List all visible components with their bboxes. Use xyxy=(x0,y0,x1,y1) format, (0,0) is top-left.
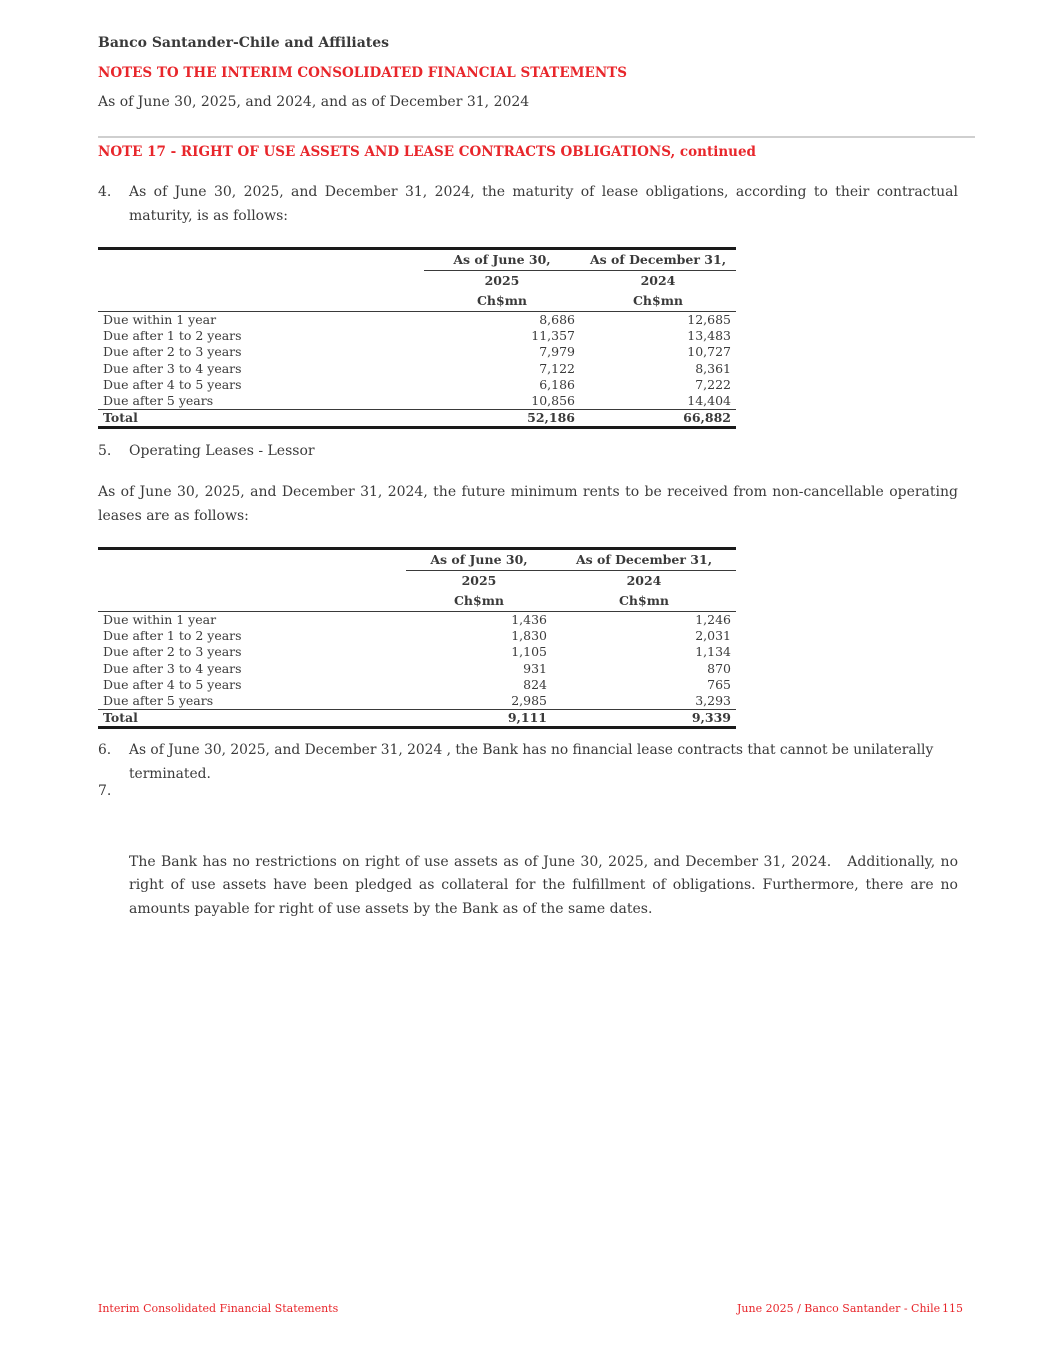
table-row xyxy=(98,661,736,677)
notes-title: NOTES TO THE INTERIM CONSOLIDATED FINANCIAL STATEMENTS xyxy=(98,65,627,81)
total-label: Total xyxy=(98,410,424,428)
total-value: 52,186 xyxy=(424,410,580,428)
row-value: 7,979 xyxy=(539,344,575,360)
row-value: 14,404 xyxy=(687,393,731,409)
row-value: 2,985 xyxy=(511,693,547,709)
lessor-rents-table xyxy=(98,547,736,729)
row-value: 1,134 xyxy=(695,644,731,660)
table-total-row xyxy=(98,710,736,728)
col-unit: Ch$mn xyxy=(424,291,580,312)
row-value: 1,436 xyxy=(511,612,547,628)
row-value: 12,685 xyxy=(687,312,731,328)
total-value: 9,339 xyxy=(552,710,736,728)
row-value: 2,031 xyxy=(695,628,731,644)
item-7-number: 7. xyxy=(98,783,112,799)
row-value: 7,222 xyxy=(695,376,731,392)
item-6-paragraph xyxy=(98,739,968,786)
item-5-paragraph xyxy=(98,440,958,464)
row-label: Due after 1 to 2 years xyxy=(103,628,242,644)
footer-left: Interim Consolidated Financial Statements xyxy=(98,1302,339,1315)
row-value: 10,856 xyxy=(531,393,575,409)
col-header-june: As of June 30, xyxy=(406,550,552,571)
row-value: 1,105 xyxy=(511,644,547,660)
item-4-number: 4. xyxy=(98,184,112,200)
total-value: 66,882 xyxy=(580,410,736,428)
row-value: 8,361 xyxy=(695,360,731,376)
item-5-number: 5. xyxy=(98,443,112,459)
col-header-december: As of December 31, xyxy=(552,550,736,571)
row-value: 11,357 xyxy=(531,328,575,344)
row-value: 3,293 xyxy=(695,693,731,709)
row-value: 6,186 xyxy=(539,376,575,392)
row-value: 7,122 xyxy=(539,360,575,376)
table-row xyxy=(98,377,736,393)
item-6-number: 6. xyxy=(98,742,112,758)
table-total-row xyxy=(98,410,736,428)
row-value: 1,830 xyxy=(511,628,547,644)
row-label: Due after 2 to 3 years xyxy=(103,344,242,360)
item-7-text: The Bank has no restrictions on right of use assets as of June 30, 2025, and December 31, 2024. Additionally, no right of use assets have been pledged as collateral for the fulfillment of obligations. Furthermore, there are no amounts payable for right of use assets by the Bank as of the same dates. xyxy=(129,853,963,917)
note-heading: NOTE 17 - RIGHT OF USE ASSETS AND LEASE CONTRACTS OBLIGATIONS, continued xyxy=(98,144,756,160)
table-row xyxy=(98,328,736,344)
lessor-paragraph: As of June 30, 2025, and December 31, 2024, the future minimum rents to be received from non-cancellable operating leases are as follows: xyxy=(98,484,958,524)
period-subtitle: As of June 30, 2025, and 2024, and as of December 31, 2024 xyxy=(98,94,530,110)
table-row xyxy=(98,344,736,360)
item-4-paragraph xyxy=(98,181,958,228)
table-row xyxy=(98,693,736,710)
total-label: Total xyxy=(98,710,406,728)
col-unit: Ch$mn xyxy=(580,291,736,312)
row-label: Due within 1 year xyxy=(103,612,217,628)
col-header-december: As of December 31, xyxy=(580,250,736,271)
row-value: 931 xyxy=(523,660,547,676)
col-year-2024: 2024 xyxy=(640,273,676,288)
row-label: Due after 3 to 4 years xyxy=(103,660,242,676)
company-name: Banco Santander-Chile and Affiliates xyxy=(98,35,390,51)
col-unit: Ch$mn xyxy=(552,591,736,612)
row-label: Due after 2 to 3 years xyxy=(103,644,242,660)
table-row xyxy=(98,393,736,410)
page-number: 115 xyxy=(942,1302,963,1315)
row-value: 870 xyxy=(707,660,731,676)
item-6-text: As of June 30, 2025, and December 31, 2024 , the Bank has no financial lease contracts that cannot be unilaterally terminated. xyxy=(129,742,934,782)
row-value: 824 xyxy=(523,676,547,692)
row-label: Due after 4 to 5 years xyxy=(103,676,242,692)
row-value: 8,686 xyxy=(539,312,575,328)
row-label: Due after 5 years xyxy=(103,693,214,709)
col-year-2024: 2024 xyxy=(626,573,662,588)
col-unit: Ch$mn xyxy=(406,591,552,612)
item-5-text: Operating Leases - Lessor xyxy=(129,443,315,459)
footer-right: June 2025 / Banco Santander - Chile xyxy=(737,1302,941,1315)
table-row xyxy=(98,612,736,629)
table-row xyxy=(98,361,736,377)
col-header-june: As of June 30, xyxy=(424,250,580,271)
table-row xyxy=(98,312,736,329)
table-row xyxy=(98,677,736,693)
row-value: 1,246 xyxy=(695,612,731,628)
row-label: Due after 1 to 2 years xyxy=(103,328,242,344)
total-value: 9,111 xyxy=(406,710,552,728)
row-label: Due after 5 years xyxy=(103,393,214,409)
item-7-paragraph xyxy=(98,780,963,945)
row-label: Due after 4 to 5 years xyxy=(103,376,242,392)
header-divider xyxy=(98,136,975,138)
row-label: Due after 3 to 4 years xyxy=(103,360,242,376)
row-value: 765 xyxy=(707,676,731,692)
table-row xyxy=(98,644,736,660)
col-year-2025: 2025 xyxy=(484,273,520,288)
table-row xyxy=(98,628,736,644)
row-label: Due within 1 year xyxy=(103,312,217,328)
row-value: 13,483 xyxy=(687,328,731,344)
col-year-2025: 2025 xyxy=(461,573,497,588)
row-value: 10,727 xyxy=(687,344,731,360)
item-4-text: As of June 30, 2025, and December 31, 2024, the maturity of lease obligations, according to their contractual maturity, is as follows: xyxy=(129,184,958,224)
lease-obligations-table xyxy=(98,247,736,429)
